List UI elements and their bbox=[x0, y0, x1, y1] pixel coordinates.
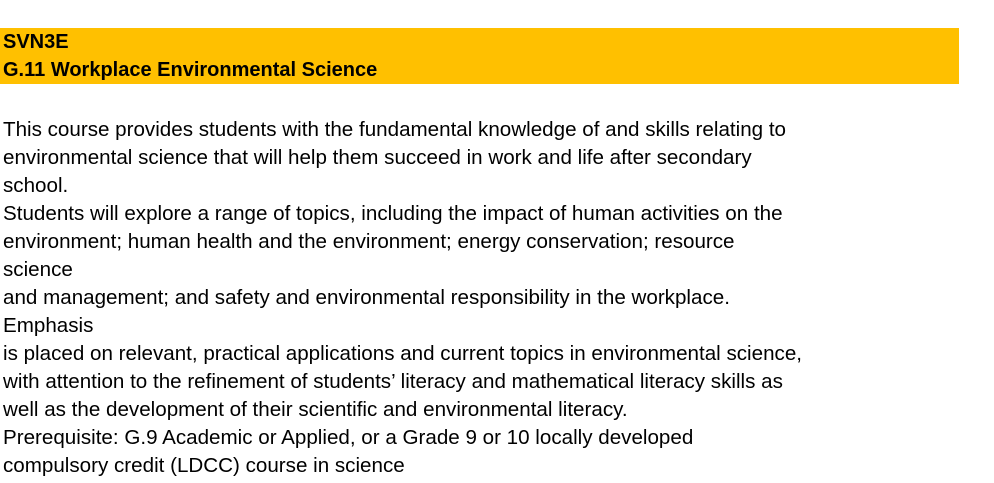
description-line: and management; and safety and environmental responsibility in the workplace. bbox=[3, 286, 730, 309]
description-line: environment; human health and the environment; energy conservation; resource bbox=[3, 230, 735, 253]
course-title: G.11 Workplace Environmental Science bbox=[3, 59, 378, 81]
description-line: Emphasis bbox=[3, 314, 94, 337]
description-line: This course provides students with the fundamental knowledge of and skills relating to bbox=[3, 118, 786, 141]
course-header bbox=[0, 28, 959, 84]
description-line: is placed on relevant, practical applications and current topics in environmental science, bbox=[3, 342, 803, 365]
description-line: Students will explore a range of topics, including the impact of human activities on the bbox=[3, 202, 783, 225]
prerequisite-line: Prerequisite: G.9 Academic or Applied, or a Grade 9 or 10 locally developed bbox=[3, 426, 694, 449]
description-line: science bbox=[3, 258, 73, 281]
course-description bbox=[3, 116, 988, 480]
description-line: with attention to the refinement of students’ literacy and mathematical literacy skills as bbox=[3, 370, 783, 393]
prerequisite-line: compulsory credit (LDCC) course in science bbox=[3, 454, 405, 477]
description-line: school. bbox=[3, 174, 69, 197]
description-line: environmental science that will help them succeed in work and life after secondary bbox=[3, 146, 752, 169]
course-code: SVN3E bbox=[3, 31, 69, 53]
description-line: well as the development of their scientific and environmental literacy. bbox=[3, 398, 628, 421]
